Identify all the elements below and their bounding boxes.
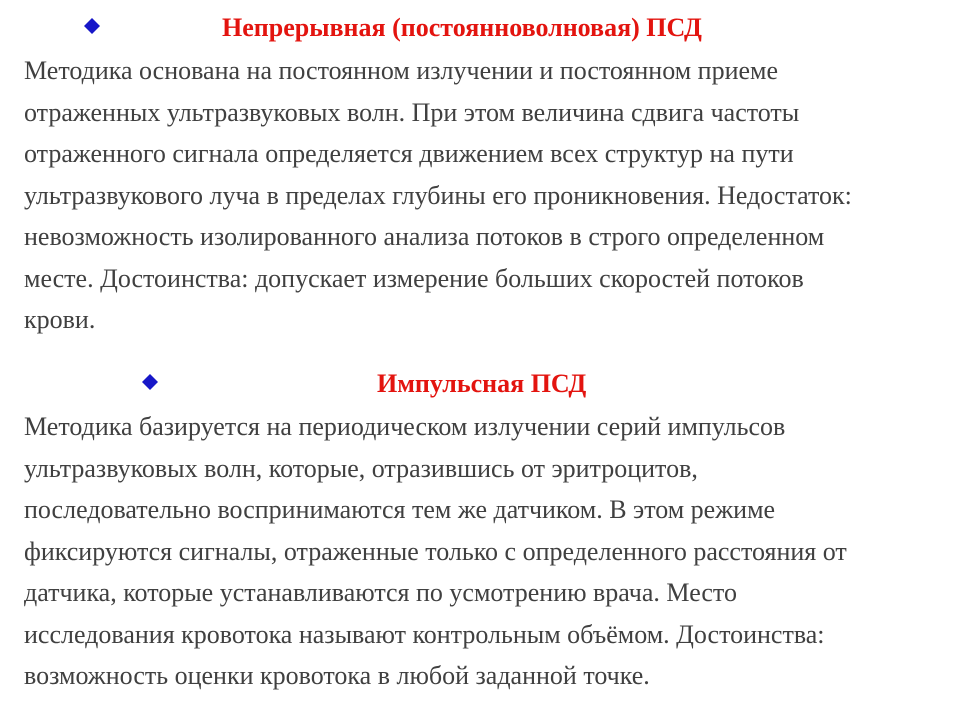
section-body (24, 406, 954, 697)
body-line: фиксируются сигналы, отраженные только с определенного расстояния от (24, 536, 847, 566)
body-line: Методика основана на постоянном излучении и постоянном приеме (24, 56, 779, 85)
section-continuous-wave (24, 6, 954, 341)
body-line: ультразвуковых волн, которые, отразившись от эритроцитов, (24, 453, 698, 483)
diamond-bullet-icon (142, 374, 158, 390)
body-line: отраженного сигнала определяется движением всех структур на пути (24, 139, 794, 168)
section-heading-row (24, 6, 954, 50)
body-line: ультразвукового луча в пределах глубины его проникновения. Недостаток: (24, 180, 852, 210)
body-line: Методика базируется на периодическом излучении серий импульсов (24, 412, 786, 441)
body-line: исследования кровотока называют контрольным объёмом. Достоинства: (24, 619, 825, 649)
body-line: месте. Достоинства: допускает измерение больших скоростей потоков (24, 263, 804, 293)
body-line: последовательно воспринимаются тем же датчиком. В этом режиме (24, 495, 776, 524)
body-line: невозможность изолированного анализа потоков в строго определенном (24, 222, 825, 251)
section-heading-row (24, 362, 954, 406)
body-line: возможность оценки кровотока в любой заданной точке. (24, 661, 650, 690)
body-line: крови. (24, 305, 96, 334)
section-pulsed-wave (24, 362, 954, 697)
body-line: датчика, которые устанавливаются по усмотрению врача. Место (24, 578, 737, 607)
section-heading: Непрерывная (постоянноволновая) ПСД (222, 13, 702, 42)
section-heading: Импульсная ПСД (377, 369, 587, 398)
diamond-bullet-icon (84, 18, 100, 34)
body-line: отраженных ультразвуковых волн. При этом величина сдвига частоты (24, 97, 800, 127)
section-body (24, 50, 954, 341)
